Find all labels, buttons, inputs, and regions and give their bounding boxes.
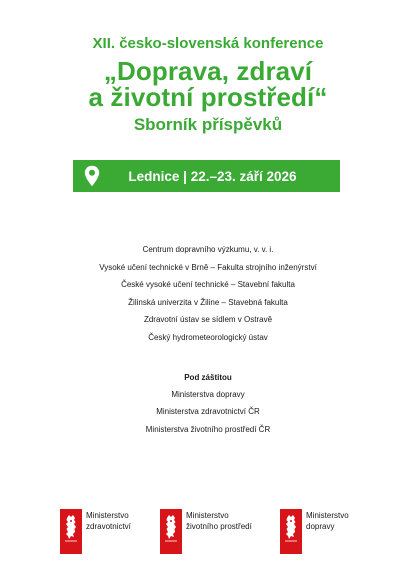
patronage-section [0,369,416,438]
czech-lion-emblem-icon [280,509,302,554]
organizer-item: Centrum dopravního výzkumu, v. v. i. [142,245,274,254]
organizer-item: Žilinská univerzita v Žiline – Stavebná fakulta [128,297,288,307]
patronage-item: Ministerstva dopravy [171,390,245,399]
conference-name: XII. česko-slovenská konference [92,35,324,52]
logo-label-line2: zdravotnictví [86,521,131,531]
logo-label-line1: Ministerstvo [86,511,129,520]
title-line-2: a životní prostředí“ [88,82,328,112]
patronage-item: Ministerstva zdravotnictví ČR [156,407,260,417]
organizer-item: Vysoké učení technické v Brně – Fakulta strojního inženýrství [99,262,317,272]
czech-lion-emblem-icon [160,509,182,554]
patronage-list [0,386,416,438]
map-pin-icon [84,165,100,187]
logo-ministry-transport [280,509,349,554]
logo-label-line2: dopravy [306,521,335,531]
logo-label [86,511,131,532]
ministry-logos [0,509,416,554]
organizer-item: Zdravotní ústav se sídlem v Ostravě [143,315,273,325]
patronage-item: Ministerstva životního prostředí ČR [145,424,271,434]
logo-ministry-health [60,509,131,554]
czech-lion-emblem-icon [60,509,82,554]
subtitle: Sborník příspěvků [133,115,283,134]
organizers-list [0,241,416,347]
patronage-title: Pod záštitou [184,373,232,382]
organizer-item: České vysoké učení technické – Stavební fakulta [121,280,295,290]
logo-label-line2: životního prostředí [186,521,252,531]
logo-label [306,511,349,532]
logo-label [186,511,252,532]
title-line-1: „Doprava, zdraví [103,56,313,86]
organizer-item: Český hydrometeorologický ústav [148,332,268,342]
logo-label-line1: Ministerstvo [186,511,229,520]
logo-ministry-environment [160,509,252,554]
logo-label-line1: Ministerstvo [306,511,349,520]
location-date-banner [73,160,340,192]
header [0,35,416,135]
banner-text: Lednice | 22.–23. září 2026 [128,168,297,184]
conference-title [0,58,416,110]
